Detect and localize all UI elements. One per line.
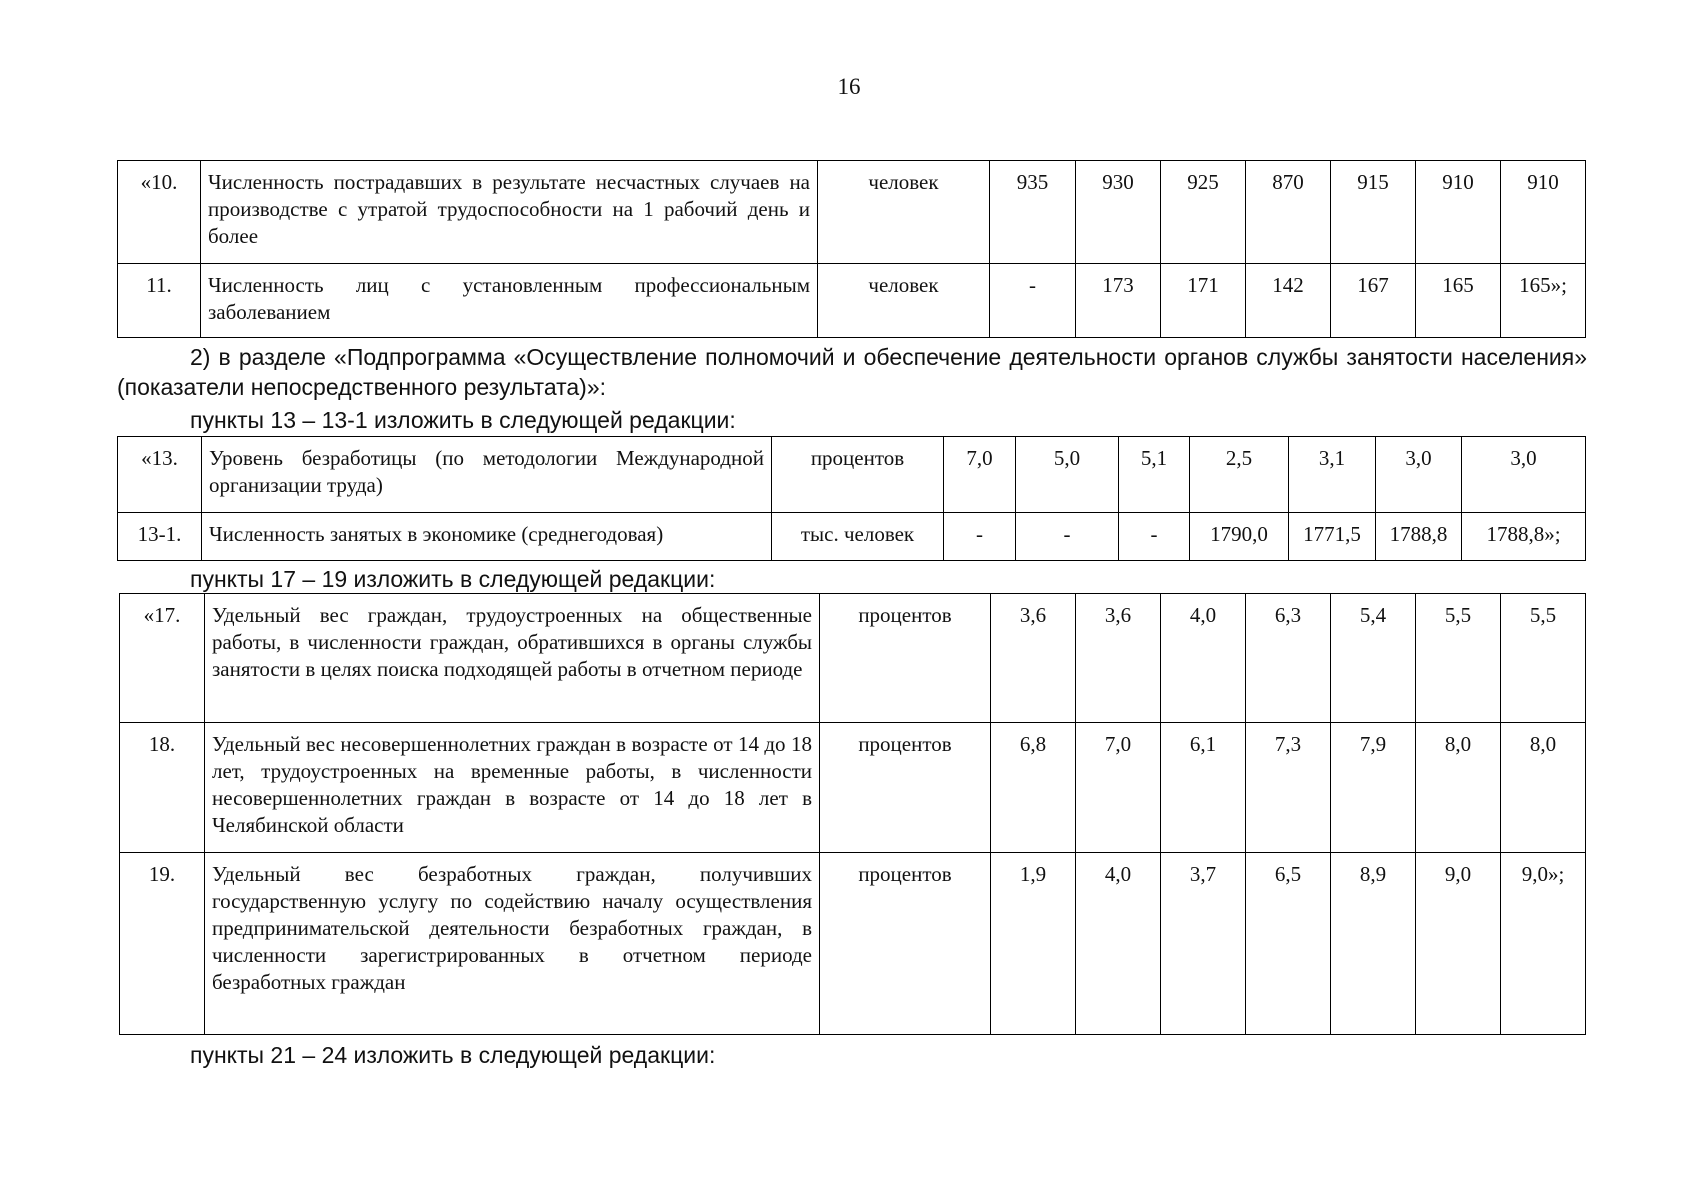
row-value: 910 <box>1416 161 1501 264</box>
row-value: 7,3 <box>1246 723 1331 853</box>
row-value: 8,0 <box>1501 723 1586 853</box>
row-value: 9,0»; <box>1501 853 1586 1035</box>
table-row <box>118 264 1586 338</box>
row-value: 165»; <box>1501 264 1586 338</box>
row-number: 13-1. <box>118 513 202 561</box>
page-number: 16 <box>837 74 861 99</box>
row-value: 870 <box>1246 161 1331 264</box>
row-description: Численность пострадавших в результате несчастных случаев на производстве с утратой трудоспособности на 1 рабочий день и более <box>201 161 818 264</box>
indicator-table-1 <box>117 160 1586 338</box>
row-value: 3,7 <box>1161 853 1246 1035</box>
row-value: 7,9 <box>1331 723 1416 853</box>
table-row <box>120 594 1586 723</box>
row-number: «17. <box>120 594 205 723</box>
table-row <box>120 853 1586 1035</box>
row-unit: процентов <box>820 853 991 1035</box>
row-unit: человек <box>818 161 990 264</box>
row-value: 8,9 <box>1331 853 1416 1035</box>
row-description: Удельный вес граждан, трудоустроенных на общественные работы, в численности граждан, обратившихся в органы службы занятости в целях поиска подходящей работы в отчетном периоде <box>205 594 820 723</box>
row-number: 18. <box>120 723 205 853</box>
row-unit: процентов <box>820 594 991 723</box>
table-row <box>118 437 1586 513</box>
row-number: «10. <box>118 161 201 264</box>
row-value: 1788,8 <box>1376 513 1462 561</box>
row-value: 4,0 <box>1076 853 1161 1035</box>
instruction-line: пункты 21 – 24 изложить в следующей редакции: <box>190 1042 716 1068</box>
row-value: 935 <box>990 161 1076 264</box>
row-value: 173 <box>1076 264 1161 338</box>
row-unit: процентов <box>772 437 944 513</box>
row-value: 1,9 <box>991 853 1076 1035</box>
row-value: 171 <box>1161 264 1246 338</box>
row-value: - <box>990 264 1076 338</box>
section-paragraph: 2) в разделе «Подпрограмма «Осуществление полномочий и обеспечение деятельности органов службы занятости населения» (показатели непосредственного результата)»: <box>117 344 1587 400</box>
row-value: 5,0 <box>1016 437 1119 513</box>
row-number: 19. <box>120 853 205 1035</box>
row-number: «13. <box>118 437 202 513</box>
row-value: 7,0 <box>1076 723 1161 853</box>
row-value: 5,4 <box>1331 594 1416 723</box>
row-value: 167 <box>1331 264 1416 338</box>
row-value: 6,8 <box>991 723 1076 853</box>
table-row <box>118 161 1586 264</box>
row-value: 7,0 <box>944 437 1016 513</box>
table-row <box>120 723 1586 853</box>
instruction-line: пункты 13 – 13-1 изложить в следующей редакции: <box>190 407 736 433</box>
row-value: 1788,8»; <box>1462 513 1586 561</box>
row-value: 5,1 <box>1119 437 1190 513</box>
row-description: Численность занятых в экономике (среднегодовая) <box>202 513 772 561</box>
row-unit: тыс. человек <box>772 513 944 561</box>
row-value: 3,6 <box>1076 594 1161 723</box>
row-value: 930 <box>1076 161 1161 264</box>
row-value: 1790,0 <box>1190 513 1289 561</box>
row-value: 6,1 <box>1161 723 1246 853</box>
row-value: 1771,5 <box>1289 513 1376 561</box>
row-value: 8,0 <box>1416 723 1501 853</box>
row-value: 3,6 <box>991 594 1076 723</box>
row-number: 11. <box>118 264 201 338</box>
row-value: 2,5 <box>1190 437 1289 513</box>
indicator-table-3 <box>119 593 1586 1035</box>
row-description: Численность лиц с установленным профессиональным заболеванием <box>201 264 818 338</box>
row-description: Удельный вес безработных граждан, получивших государственную услугу по содействию началу осуществления предпринимательской деятельности безработных граждан, в численности зарегистрированных в отчетном периоде безработных граждан <box>205 853 820 1035</box>
row-value: 910 <box>1501 161 1586 264</box>
row-value: - <box>1119 513 1190 561</box>
table-row <box>118 513 1586 561</box>
row-description: Удельный вес несовершеннолетних граждан в возрасте от 14 до 18 лет, трудоустроенных на временные работы, в численности несовершеннолетних граждан в возрасте от 14 до 18 лет в Челябинской области <box>205 723 820 853</box>
row-value: 915 <box>1331 161 1416 264</box>
instruction-line: пункты 17 – 19 изложить в следующей редакции: <box>190 566 716 592</box>
row-value: 4,0 <box>1161 594 1246 723</box>
row-value: 3,0 <box>1376 437 1462 513</box>
row-value: 925 <box>1161 161 1246 264</box>
row-value: 5,5 <box>1501 594 1586 723</box>
row-unit: процентов <box>820 723 991 853</box>
row-value: - <box>1016 513 1119 561</box>
row-value: 6,3 <box>1246 594 1331 723</box>
row-value: 165 <box>1416 264 1501 338</box>
row-value: 3,1 <box>1289 437 1376 513</box>
row-description: Уровень безработицы (по методологии Международной организации труда) <box>202 437 772 513</box>
row-value: 6,5 <box>1246 853 1331 1035</box>
row-value: 5,5 <box>1416 594 1501 723</box>
row-value: 9,0 <box>1416 853 1501 1035</box>
row-value: 3,0 <box>1462 437 1586 513</box>
row-unit: человек <box>818 264 990 338</box>
indicator-table-2 <box>117 436 1586 561</box>
row-value: - <box>944 513 1016 561</box>
row-value: 142 <box>1246 264 1331 338</box>
